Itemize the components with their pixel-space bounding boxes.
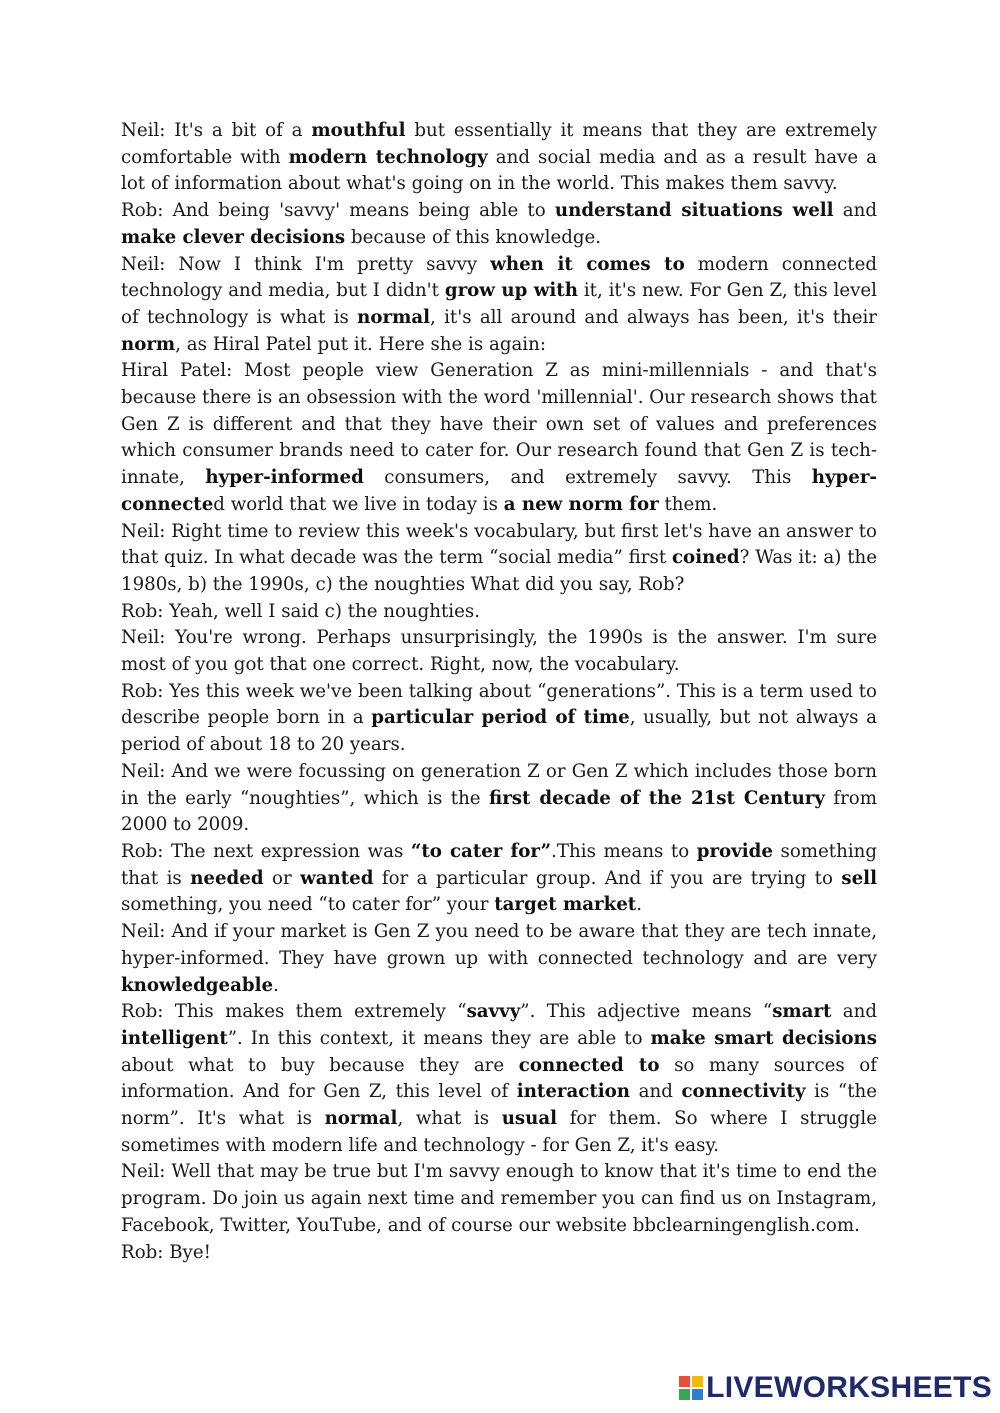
transcript-text: Neil: And if your market is Gen Z you need to be aware that they are tech innate, hyper-informed. They have grown up with connected technology and are very xyxy=(121,921,877,969)
transcript-text: Rob: Yes this week we've been talking about “generations”. This is a term used to describe people born in a xyxy=(121,680,877,729)
transcript-text: Rob: Bye! xyxy=(121,1241,211,1263)
transcript-text: Neil: It's a bit of a xyxy=(121,120,312,141)
vocabulary-highlight: normal xyxy=(324,1108,398,1130)
vocabulary-highlight: “to cater for” xyxy=(410,840,552,862)
transcript-text: Rob: Yeah, well I said c) the noughties. xyxy=(121,600,480,622)
transcript-paragraph xyxy=(121,118,877,198)
transcript-text: Hiral Patel: Most people view Generation Z as mini-millennials - and that's because there is an obsession with the word 'millennial'. Our research shows that Gen Z is different and that they have their own set of values and preferences which consumer brands need to cater for. Our research found that Gen Z is tech-innate, xyxy=(121,360,877,489)
logo-block-blue xyxy=(692,1389,703,1400)
vocabulary-highlight: connected to xyxy=(518,1054,660,1076)
logo-block-green xyxy=(679,1389,690,1400)
vocabulary-highlight: a new norm for xyxy=(503,493,659,515)
transcript-text: something, you need “to cater for” your xyxy=(121,894,495,916)
vocabulary-highlight: smart xyxy=(772,1001,832,1023)
transcript-text: or xyxy=(263,867,301,889)
transcript-text: Neil: Well that may be true but I'm savvy enough to know that it's time to end the program. Do join us again next time and remember you can find us on Instagram, Facebook, Twitter, YouTube, and of course our website bbclearningenglish.com. xyxy=(121,1161,877,1236)
logo-block-yellow xyxy=(692,1376,703,1387)
vocabulary-highlight: usual xyxy=(501,1108,558,1130)
vocabulary-highlight: wanted xyxy=(300,867,374,889)
transcript-text: so many sources of information. And for Gen Z, this level of xyxy=(121,1054,877,1103)
vocabulary-highlight: first decade of the 21st Century xyxy=(489,787,825,809)
transcript-text: and social media and as a result have a lot of information about what's going on in the world. This makes them savvy. xyxy=(121,146,877,195)
transcript-paragraph xyxy=(121,252,877,359)
vocabulary-highlight: knowledgeable xyxy=(121,974,274,996)
vocabulary-highlight: interaction xyxy=(516,1081,631,1103)
transcript-text: and xyxy=(833,200,877,222)
transcript-text: ”. This adjective means “ xyxy=(520,1001,773,1023)
vocabulary-highlight: grow up with xyxy=(444,280,578,302)
vocabulary-highlight: modern technology xyxy=(288,146,488,168)
transcript-text: , what is xyxy=(397,1108,502,1130)
transcript-text: , it's all around and always has been, it's their xyxy=(430,306,877,328)
vocabulary-highlight: needed xyxy=(190,867,264,889)
vocabulary-highlight: particular period of time xyxy=(371,707,630,729)
transcript-text: is “the norm”. It's what is xyxy=(121,1081,878,1130)
transcript-paragraph xyxy=(121,999,877,1159)
vocabulary-highlight: understand situations well xyxy=(554,200,834,222)
vocabulary-highlight: make smart decisions xyxy=(650,1027,877,1049)
transcript-text: and xyxy=(630,1081,682,1103)
liveworksheets-logo xyxy=(679,1371,992,1405)
vocabulary-highlight: coined xyxy=(671,547,740,569)
vocabulary-highlight: provide xyxy=(696,840,773,862)
transcript-text: , usually, but not always a period of about 18 to 20 years. xyxy=(121,707,878,756)
transcript-text: for them. So where I struggle sometimes with modern life and technology - for Gen Z, it's easy. xyxy=(121,1108,877,1156)
transcript-paragraph xyxy=(121,1240,877,1267)
transcript-paragraph xyxy=(121,759,877,839)
transcript-text: d world that we live in today is xyxy=(213,493,504,515)
logo-text: LIVEWORKSHEETS xyxy=(706,1371,992,1404)
vocabulary-highlight: normal xyxy=(357,306,431,328)
transcript-paragraph xyxy=(121,599,877,626)
logo-mark xyxy=(679,1376,703,1400)
transcript-text: from 2000 to 2009. xyxy=(121,787,877,836)
transcript-text: Rob: This makes them extremely “ xyxy=(121,1001,467,1023)
transcript-paragraph xyxy=(121,679,877,759)
transcript-text: Neil: Right time to review this week's vocabulary, but first let's have an answer to that quiz. In what decade was the term “social media” first xyxy=(121,520,877,569)
transcript-text: about what to buy because they are xyxy=(121,1054,519,1076)
vocabulary-highlight: connectivity xyxy=(681,1081,806,1103)
vocabulary-highlight: sell xyxy=(841,867,877,889)
transcript-paragraph xyxy=(121,198,877,251)
transcript-text: ? Was it: a) the 1980s, b) the 1990s, c) the noughties What did you say, Rob? xyxy=(121,547,877,595)
vocabulary-highlight: savvy xyxy=(466,1001,521,1023)
transcript-text: modern connected technology and media, but I didn't xyxy=(121,253,877,302)
transcript-text: consumers, and extremely savvy. This xyxy=(363,467,812,489)
vocabulary-highlight: target market xyxy=(494,894,637,916)
transcript-text: Neil: You're wrong. Perhaps unsurprisingly, the 1990s is the answer. I'm sure most of you got that one correct. Right, now, the vocabulary. xyxy=(121,627,877,676)
transcript-text: . xyxy=(636,894,642,916)
transcript-text: ”. In this context, it means they are able to xyxy=(227,1027,651,1049)
transcript-text: something that is xyxy=(121,840,877,889)
vocabulary-highlight: make clever decisions xyxy=(121,226,346,248)
vocabulary-highlight: mouthful xyxy=(311,120,406,141)
transcript-paragraph xyxy=(121,1159,877,1239)
transcript-text: but essentially it means that they are extremely comfortable with xyxy=(121,120,878,168)
transcript-paragraph xyxy=(121,519,877,599)
transcript-text: because of this knowledge. xyxy=(345,226,602,248)
transcript-text: Neil: Now I think I'm pretty savvy xyxy=(121,253,491,275)
transcript-text: Rob: The next expression was xyxy=(121,840,411,862)
transcript-text: , as Hiral Patel put it. Here she is again: xyxy=(175,333,546,355)
transcript-body xyxy=(121,118,877,1266)
transcript-text: . xyxy=(273,974,279,996)
transcript-text: it, it's new. For Gen Z, this level of technology is what is xyxy=(121,280,877,328)
vocabulary-highlight: norm xyxy=(121,333,176,355)
vocabulary-highlight: hyper-connecte xyxy=(121,467,877,515)
transcript-paragraph xyxy=(121,919,877,999)
vocabulary-highlight: hyper-informed xyxy=(205,467,364,489)
vocabulary-highlight: when it comes to xyxy=(490,253,685,275)
transcript-text: for a particular group. And if you are trying to xyxy=(373,867,842,889)
transcript-paragraph xyxy=(121,625,877,678)
transcript-paragraph xyxy=(121,839,877,919)
transcript-text: and xyxy=(831,1001,877,1023)
vocabulary-highlight: intelligent xyxy=(121,1027,228,1049)
transcript-text: .This means to xyxy=(551,840,697,862)
transcript-text: Neil: And we were focussing on generation Z or Gen Z which includes those born in the early “noughties”, which is the xyxy=(121,760,877,809)
transcript-paragraph xyxy=(121,358,877,518)
transcript-text: Rob: And being 'savvy' means being able to xyxy=(121,200,555,222)
logo-block-red xyxy=(679,1376,690,1387)
transcript-text: them. xyxy=(658,493,718,515)
